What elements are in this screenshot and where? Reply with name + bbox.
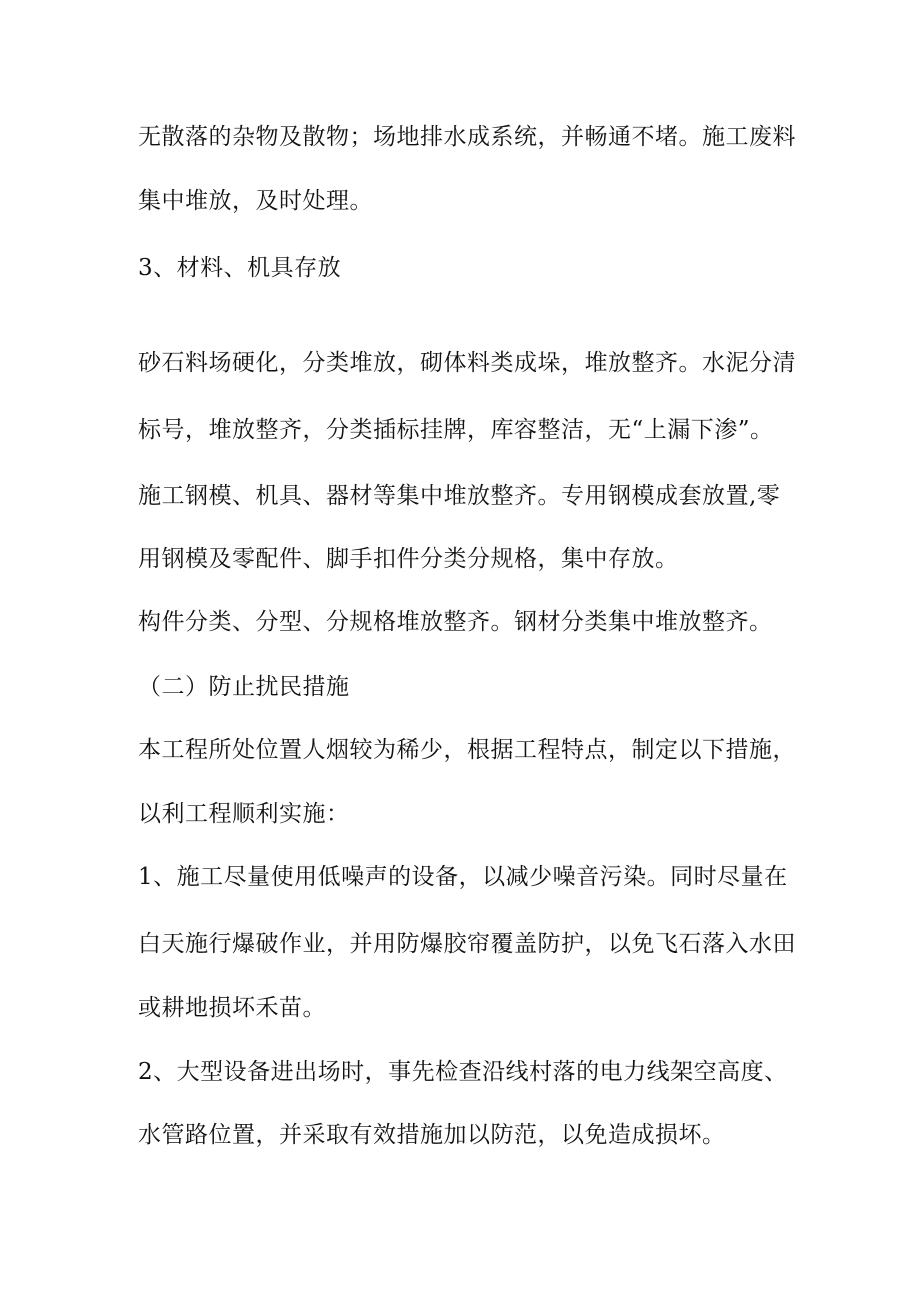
- paragraph-line: 用钢模及零配件、脚手扣件分类分规格，集中存放。: [138, 546, 679, 572]
- paragraph-line: 施工钢模、机具、器材等集中堆放整齐。专用钢模成套放置,零: [138, 483, 781, 509]
- paragraph-line: 本工程所处位置人烟较为稀少，根据工程特点，制定以下措施，: [138, 737, 796, 763]
- paragraph-line: 或耕地损坏禾苗。: [138, 995, 326, 1021]
- paragraph-line: 构件分类、分型、分规格堆放整齐。钢材分类集中堆放整齐。: [138, 609, 773, 635]
- paragraph-line: 集中堆放，及时处理。: [138, 188, 373, 214]
- paragraph-line: 水管路位置，并采取有效措施加以防范，以免造成损坏。: [138, 1122, 726, 1148]
- paragraph-line: 砂石料场硬化，分类堆放，砌体料类成垛，堆放整齐。水泥分清: [138, 350, 796, 376]
- paragraph-line: 以利工程顺利实施：: [138, 801, 350, 827]
- paragraph-line: 标号，堆放整齐，分类插标挂牌，库容整洁，无“上漏下渗”。: [138, 417, 774, 443]
- paragraph-line: 1、施工尽量使用低噪声的设备，以减少噪音污染。同时尽量在: [138, 864, 788, 890]
- section-heading: 3、材料、机具存放: [138, 255, 342, 281]
- paragraph-line: 白天施行爆破作业，并用防爆胶帘覆盖防护，以免飞石落入水田: [138, 931, 796, 957]
- paragraph-line: 2、大型设备进出场时，事先检查沿线村落的电力线架空高度、: [138, 1059, 788, 1085]
- paragraph-line: 无散落的杂物及散物；场地排水成系统，并畅通不堵。施工废料: [138, 124, 796, 150]
- section-heading: （二）防止扰民措施: [138, 674, 350, 700]
